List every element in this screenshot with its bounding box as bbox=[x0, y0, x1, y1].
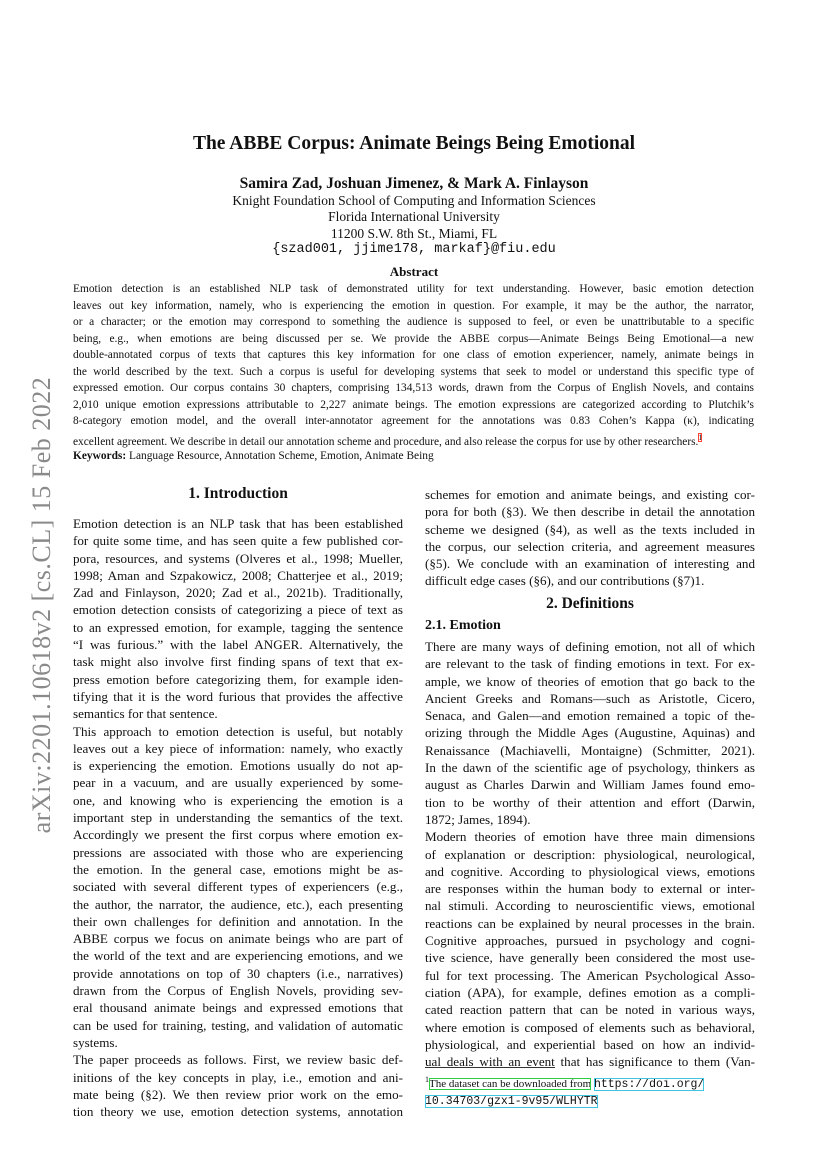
body-line: ABBE corpus we focus on animate beings who are part of bbox=[73, 931, 403, 947]
body-line: “I was furious.” with the label ANGER. Alternatively, the bbox=[73, 637, 403, 653]
body-line: nal stimuli. According to neuroscientific views, emotional bbox=[425, 898, 755, 914]
abstract-line: being, e.g., when emotions are being discussed per se. We provide the ABBE corpus—Animate Beings Being Emotional—a new bbox=[73, 332, 754, 345]
body-line: are responses within the human body to external or inter- bbox=[425, 881, 755, 897]
abstract-line: 2,010 unique emotion expressions attributable to 2,227 animate beings. The emotion expressions are categorized according to Plutchik’s bbox=[73, 398, 754, 411]
body-line: 1998; Aman and Szpakowicz, 2008; Chatterjee et al., 2019; bbox=[73, 567, 403, 583]
body-line: eral thousand animate beings and expressed emotions that bbox=[73, 1000, 403, 1016]
body-line: Senaca, and Galen—and emotion remained a topic of the- bbox=[425, 708, 755, 724]
body-line: is experiencing the emotion. Emotions usually do not ap- bbox=[73, 758, 403, 774]
body-line: tion to be worthy of their attention and effort (Darwin, bbox=[425, 794, 755, 810]
body-line: press emotion before categorizing them, for example iden- bbox=[73, 671, 403, 687]
body-line: the emotion. In the general case, emotions might be as- bbox=[73, 861, 403, 877]
dataset-url-link[interactable]: https://doi.org/ bbox=[593, 1077, 705, 1091]
body-line: to an expressed emotion, for example, tagging the sentence bbox=[73, 619, 403, 635]
footnote-text: The dataset can be downloaded from bbox=[429, 1077, 592, 1090]
right-column-text-bottom bbox=[425, 638, 755, 1070]
footnote-mark: 1 bbox=[425, 1075, 429, 1084]
body-line: semantics for that sentence. bbox=[73, 706, 218, 722]
body-line: difficult edge cases (§6), and our contributions (§7)1. bbox=[425, 573, 705, 589]
abstract-line: expressed emotion. Our corpus contains 30 chapters, comprising 134,513 words, drawn from the Corpus of English Novels, and contains bbox=[73, 382, 754, 394]
abstract-line: 8-category emotion model, and the overall inter-annotator agreement for the annotations was 0.83 Cohen’s Kappa (κ), indicating bbox=[73, 415, 754, 427]
body-line: Emotion detection is an NLP task that has been established bbox=[73, 516, 403, 531]
keywords-text: Language Resource, Annotation Scheme, Emotion, Animate Being bbox=[129, 450, 434, 462]
body-line: and cognitive. According to physiological views, emotions bbox=[425, 863, 755, 879]
section-heading-definitions: 2. Definitions bbox=[546, 595, 634, 612]
body-line: leaves out a key piece of information: namely, who exactly bbox=[73, 740, 403, 756]
affiliation-line: Florida International University bbox=[328, 209, 500, 225]
body-line: ciation (APA), for example, defines emotion as a compli- bbox=[425, 984, 755, 1000]
dataset-url-link-cont[interactable]: 10.34703/gzx1-9v95/WLHYTR bbox=[425, 1094, 598, 1108]
footnote-divider bbox=[425, 1067, 555, 1068]
body-line: Ancient Greeks and Romans—such as Aristotle, Cicero, bbox=[425, 690, 755, 706]
body-line: schemes for emotion and animate beings, and existing cor- bbox=[425, 487, 755, 502]
body-line: The paper proceeds as follows. First, we review basic def- bbox=[73, 1052, 403, 1068]
body-line: (§5). We conclude with an examination of interesting and bbox=[425, 556, 755, 572]
abstract-heading: Abstract bbox=[389, 264, 439, 279]
body-line: ample, we know of theories of emotion that go back to the bbox=[425, 673, 755, 689]
body-line: Renaissance (Machiavelli, Montaigne) (Schmitter, 2021). bbox=[425, 742, 755, 758]
abstract-line: double-annotated corpus of texts that captures this key information for one class of emotion experiencer, namely, animate beings in bbox=[73, 349, 754, 361]
affiliation-line: Knight Foundation School of Computing and Information Sciences bbox=[232, 193, 596, 208]
abstract-body bbox=[73, 281, 754, 446]
section-heading-introduction: 1. Introduction bbox=[188, 485, 288, 502]
body-line: task might also involve first finding spans of text that ex- bbox=[73, 654, 403, 670]
arxiv-sidebar bbox=[22, 365, 62, 845]
body-line: august as Charles Darwin and William James found emo- bbox=[425, 777, 755, 793]
body-line: are relevant to the task of finding emotions in text. For ex- bbox=[425, 656, 755, 672]
footnote-ref-link[interactable]: 1 bbox=[698, 432, 703, 442]
body-line: physiological, and experiential based on how an individ- bbox=[425, 1036, 755, 1052]
affiliation-line: 11200 S.W. 8th St., Miami, FL bbox=[330, 225, 498, 241]
body-line: In the dawn of the scientific age of psychology, thinkers as bbox=[425, 760, 755, 776]
body-line: the corpus, our selection criteria, and agreement measures bbox=[425, 538, 755, 554]
arxiv-identifier: arXiv:2201.10618v2 [cs.CL] 15 Feb 2022 bbox=[27, 376, 56, 834]
abstract-line: Emotion detection is an established NLP task of demonstrated utility for text understanding. However, basic emotion detection bbox=[73, 283, 754, 295]
body-line: one, and knowing who is experiencing the emotion is a bbox=[73, 792, 403, 808]
body-line: of explanation or description: physiological, neurological, bbox=[425, 846, 755, 862]
left-column-text bbox=[73, 515, 403, 1120]
abstract-line-last: excellent agreement. We describe in detail our annotation scheme and procedure, and also release the corpus for use by other researchers.$^1$ bbox=[73, 432, 703, 448]
body-line: This approach to emotion detection is useful, but notably bbox=[73, 723, 403, 739]
body-line: their own challenges for definition and annotation. In the bbox=[73, 913, 403, 929]
body-line: for quite some time, and has seen quite a few published cor- bbox=[73, 533, 403, 549]
body-line: the world of the text and are experiencing emotions, and we bbox=[73, 948, 403, 964]
body-line: scheme we designed (§4), as well as the texts included in bbox=[425, 521, 755, 537]
footnote bbox=[425, 1072, 755, 1110]
body-line: emotion detection consists of categorizing a piece of text as bbox=[73, 602, 403, 618]
body-line: provide annotations on top of 30 chapters (i.e., narratives) bbox=[73, 965, 403, 981]
body-line: Zad and Finlayson, 2020; Zad et al., 2021b). Traditionally, bbox=[73, 585, 403, 601]
body-line: tive science, have generally been considered the most use- bbox=[425, 950, 755, 966]
affiliation-block bbox=[80, 193, 748, 258]
body-line: drawn from the Corpus of English Novels, providing sev- bbox=[73, 983, 403, 999]
abstract-line: leaves out key information, namely, who is experiencing the emotion in question. For example, it may be the author, the narrator, bbox=[73, 299, 754, 312]
body-line: systems. bbox=[73, 1034, 118, 1050]
body-line: Accordingly we present the first corpus where emotion ex- bbox=[73, 827, 403, 843]
body-line: initions of the key concepts in play, i.e., emotion and ani- bbox=[73, 1069, 403, 1085]
abstract-line: the world described by the text. Such a corpus is useful for developing systems that seek to model or understand this specific type of bbox=[73, 365, 754, 378]
body-line: tion theory we use, emotion detection systems, annotation bbox=[73, 1104, 403, 1120]
body-line: ual deals with an event that has significance to them (Van- bbox=[425, 1054, 755, 1070]
body-line: can be used for training, testing, and validation of automatic bbox=[73, 1017, 403, 1033]
body-line: Cognitive approaches, pursued in psychology and cogni- bbox=[425, 933, 755, 949]
body-line: pear in a vacuum, and are usually experienced by some- bbox=[73, 775, 403, 791]
body-line: ful for text processing. The American Psychological Asso- bbox=[425, 967, 755, 983]
author-emails[interactable]: {szad001, jjime178, markaf}@fiu.edu bbox=[272, 241, 556, 257]
abstract-line: or a character; or the emotion may correspond to something the audience is supposed to feel, or even be unattributable to a specific bbox=[73, 316, 754, 328]
body-line: mate being (§2). We then review prior work on the emo- bbox=[73, 1086, 403, 1102]
body-line: pora for both (§3). We then describe in detail the annotation bbox=[425, 504, 755, 520]
subsection-heading-emotion: 2.1. Emotion bbox=[425, 618, 501, 633]
keywords-label: Keywords: bbox=[73, 450, 127, 462]
body-line: sociated with several different types of experiencers (e.g., bbox=[73, 879, 403, 895]
body-line: cated reaction pattern that can be noted in various ways, bbox=[425, 1002, 755, 1018]
body-line: 1872; James, 1894). bbox=[425, 811, 531, 827]
body-line: Modern theories of emotion have three main dimensions bbox=[425, 829, 755, 845]
body-line: pora, resources, and systems (Olveres et al., 1998; Mueller, bbox=[73, 550, 403, 566]
body-line: There are many ways of defining emotion, not all of which bbox=[425, 639, 755, 654]
body-line: tifying that it is the word furious that provides the affective bbox=[73, 688, 403, 704]
body-line: reactions can be explained by neural processes in the brain. bbox=[425, 915, 755, 931]
body-line: where emotion is composed of elements such as behavioral, bbox=[425, 1019, 755, 1035]
paper-authors: Samira Zad, Joshuan Jimenez, & Mark A. Finlayson bbox=[239, 175, 589, 192]
body-line: orizing through the Middle Ages (Augustine, Aquinas) and bbox=[425, 725, 755, 741]
paper-title: The ABBE Corpus: Animate Beings Being Emotional bbox=[192, 133, 636, 154]
keywords bbox=[73, 450, 754, 462]
body-line: pressions are associated with those who are experiencing bbox=[73, 844, 403, 860]
right-column-text-top bbox=[425, 486, 755, 590]
body-line: the author, the narrator, the audience, etc.), each presenting bbox=[73, 896, 403, 912]
body-line: important step in understanding the semantics of the text. bbox=[73, 810, 403, 826]
